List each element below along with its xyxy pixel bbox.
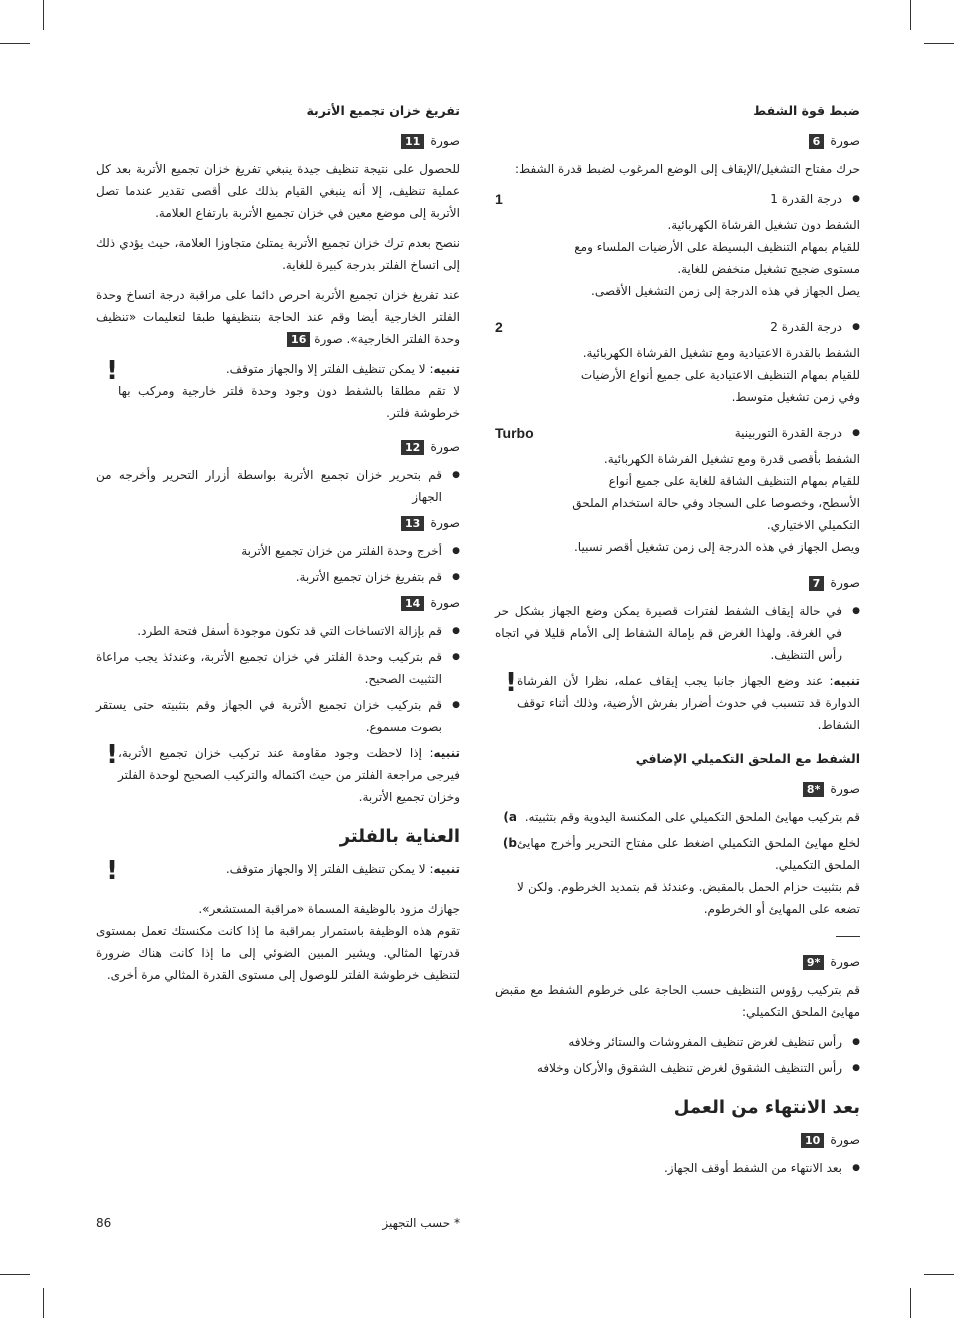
crop-mark	[924, 1274, 954, 1275]
crop-mark	[0, 43, 30, 44]
power-level-2: ● درجة القدرة 2 الشفط بالقدرة الاعتيادية ومع تشغيل الفرشاة الكهربائية. للقيام بمهام التنظيف الاعتيادية على جميع أنواع الأرضيات وفي زمن تشغيل متوسط. 2	[495, 316, 860, 408]
warning-label: تنبيه	[433, 746, 460, 760]
footer-note: * حسب التجهيز	[382, 1216, 460, 1230]
left-column	[96, 100, 460, 994]
warning-label: تنبيه	[433, 362, 460, 376]
warning-block: تنبيه: إذا لاحظت وجود مقاومة عند تركيب خزان تجميع الأتربة، فيرجى مراجعة الفلتر من حيث اكتماله والتركيب الصحيح لوحدة الفلتر وخزان تجميع الأتربة. !	[96, 742, 460, 808]
figure-ref-9: صورة 9*	[495, 951, 860, 973]
list-item: ● قم بتركيب خزان تجميع الأتربة في الجهاز وقم بتثبيته حتى يستقر بصوت مسموع.	[96, 694, 460, 738]
figure-ref-8: صورة 8*	[495, 778, 860, 800]
level-title: ● درجة القدرة 2	[565, 316, 860, 338]
warning-block: تنبيه: لا يمكن تنظيف الفلتر إلا والجهاز متوقف. لا تقم مطلقا بالشفط دون وجود وحدة فلتر خارجية ومركب بها خرطوشة فلتر. !	[96, 358, 460, 424]
level-title: ● درجة القدرة التوربينية	[565, 422, 860, 444]
crop-mark	[924, 43, 954, 44]
level-mark: 1	[495, 191, 503, 207]
right-column	[495, 100, 860, 1183]
warning-icon: !	[106, 856, 118, 886]
pause-bullet: ● في حالة إيقاف الشفط لفترات قصيرة يمكن وضع الجهاز بشكل حر في الغرفة. ولهذا الغرض قم بإمالة الشفاط إلى الأمام قليلا في اتجاه رأس التنظيف.	[495, 600, 860, 666]
warning-icon: !	[505, 668, 517, 698]
warning-block: تنبيه: لا يمكن تنظيف الفلتر إلا والجهاز متوقف. !	[96, 858, 460, 884]
crop-mark	[43, 1288, 44, 1318]
paragraph: جهازك مزود بالوظيفة المسماة «مراقبة المستشعر».	[198, 902, 460, 916]
section-heading-accessory: الشفط مع الملحق التكميلي الإضافي	[635, 751, 860, 766]
warning-label: تنبيه	[433, 862, 460, 876]
list-item: ● رأس تنظيف لغرض تنظيف المفروشات والستائر وخلافه	[495, 1031, 860, 1053]
power-level-1: ● درجة القدرة 1 الشفط دون تشغيل الفرشاة الكهربائية. للقيام بمهام التنظيف البسيطة على الأرضيات الملساء ومع مستوى ضجيج تشغيل منخفض للغاية. يصل الجهاز في هذه الدرجة إلى زمن التشغيل الأقصى. 1	[495, 188, 860, 302]
figure-ref-13: صورة 13	[96, 512, 460, 534]
after-bullet: ● بعد الانتهاء من الشفط أوقف الجهاز.	[495, 1157, 860, 1179]
paragraph: ننصح بعدم ترك خزان تجميع الأتربة يمتلئ متجاوزا العلامة، حيث يؤدي ذلك إلى اتساخ الفلتر بدرجة كبيرة للغاية.	[96, 236, 460, 272]
power-level-turbo: ● درجة القدرة التوربينية الشفط بأقصى قدرة ومع تشغيل الفرشاة الكهربائية. للقيام بمهام التنظيف الشاقة للغاية على جميع أنواع الأسطح، وخصوصا على السجاد وفي حالة استخدام الملحق التكميلي الاختياري. ويصل الجهاز في هذه الدرجة إلى زمن تشغيل أقصر نسبيا. Turbo	[495, 422, 860, 558]
paragraph: تقوم هذه الوظيفة باستمرار بمراقبة ما إذا كانت مكنستك تعمل بمستوى قدرتها المثالي. ويشير المبين الضوئي إلى ما إذا كانت هناك ضرورة لتنظيف خرطوشة الفلتر للوصول إلى مستوى القدرة المثالي مرة أخرى.	[96, 924, 460, 982]
figure-ref-10: صورة 10	[495, 1129, 860, 1151]
section-heading-suction-power: ضبط قوة الشفط	[753, 103, 860, 118]
figure-ref-11: صورة 11	[96, 130, 460, 152]
figure-ref-7: صورة 7	[495, 572, 860, 594]
list-item: ● أخرج وحدة الفلتر من خزان تجميع الأتربة	[96, 540, 460, 562]
section-heading-empty-dust: تفريغ خزان تجميع الأتربة	[306, 103, 460, 118]
crop-mark	[43, 0, 44, 30]
crop-mark	[910, 0, 911, 30]
list-item: ● رأس التنظيف الشقوق لغرض تنظيف الشقوق والأركان وخلافه	[495, 1057, 860, 1079]
step-a: قم بتركيب مهايئ الملحق التكميلي على المكنسة اليدوية وقم بتثبيته. a)	[503, 810, 860, 824]
section-heading-filter-care: العناية بالفلتر	[339, 826, 460, 847]
nozzle-intro: قم بتركيب رؤوس التنظيف حسب الحاجة على خرطوم الشفط مع مقبض مهايئ الملحق التكميلي:	[495, 983, 860, 1019]
figure-ref-12: صورة 12	[96, 436, 460, 458]
crop-mark	[0, 1274, 30, 1275]
warning-icon: !	[106, 740, 118, 770]
separator	[836, 936, 860, 937]
figure-ref-6: صورة 6	[495, 130, 860, 152]
level-mark: 2	[495, 319, 503, 335]
warning-icon: !	[106, 356, 118, 386]
list-item: ● قم بإزالة الاتساخات التي قد تكون موجودة أسفل فتحة الطرد.	[96, 620, 460, 642]
figure-ref-14: صورة 14	[96, 592, 460, 614]
list-item: ● قم بتركيب وحدة الفلتر في خزان تجميع الأتربة، وعندئذ يجب مراعاة التثبيت الصحيح.	[96, 646, 460, 690]
step-b: لخلع مهايئ الملحق التكميلي اضغط على مفتاح التحرير وأخرج مهايئ الملحق التكميلي. قم بتثبيت حزام الحمل بالمقبض. وعندئذ قم بتمديد الخرطوم. ولكن لا تضعه على المهايئ أو الخرطوم. b)	[502, 836, 860, 916]
crop-mark	[910, 1288, 911, 1318]
figure-ref-16: 16	[287, 332, 310, 347]
paragraph: للحصول على نتيجة تنظيف جيدة ينبغي تفريغ خزان تجميع الأتربة بعد كل عملية تنظيف، إلا أنه ينبغي القيام بذلك على أقصى تقدير عندما تصل الأتربة إلى موضع معين في خزان تجميع الأتربة بارتفاع العلامة.	[96, 162, 460, 220]
list-item: ● قم بتفريغ خزان تجميع الأتربة.	[96, 566, 460, 588]
list-item: ● قم بتحرير خزان تجميع الأتربة بواسطة أزرار التحرير وأخرجه من الجهاز	[96, 464, 460, 508]
level-title: ● درجة القدرة 1	[565, 188, 860, 210]
page-number: 86	[96, 1216, 112, 1230]
paragraph: عند تفريغ خزان تجميع الأتربة احرص دائما على مراقبة درجة اتساخ وحدة الفلتر الخارجية أيضا وقم عند الحاجة بتنظيفها طبقا لتعليمات «تنظيف وحدة الفلتر الخارجية». صورة 16	[96, 288, 460, 346]
warning-block: تنبيه: عند وضع الجهاز جانبا يجب إيقاف عمله، نظرا لأن الفرشاة الدوارة قد تتسبب في حدوث أضرار بفرش الأرضية، وذلك أثناء توقف الشفاط. !	[495, 670, 860, 736]
warning-label: تنبيه	[833, 674, 860, 688]
power-intro: حرك مفتاح التشغيل/الإيقاف إلى الوضع المرغوب لضبط قدرة الشفط:	[515, 162, 860, 176]
level-mark: Turbo	[495, 425, 534, 441]
section-heading-after-work: بعد الانتهاء من العمل	[673, 1097, 860, 1118]
